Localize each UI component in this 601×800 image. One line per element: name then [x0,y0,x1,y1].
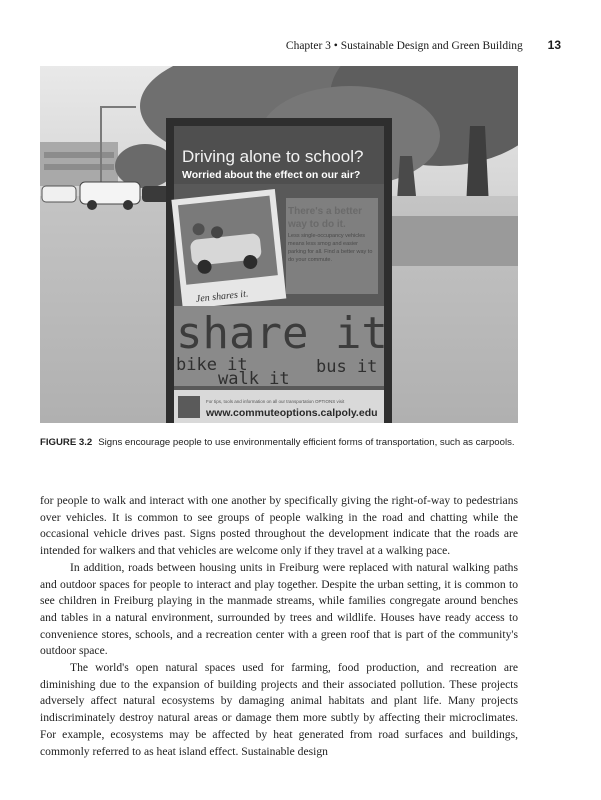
figure-label: FIGURE 3.2 [40,437,93,448]
chapter-title: Chapter 3 • Sustainable Design and Green Building [285,40,523,52]
sign-logo-icon [178,396,200,418]
sign-headline-2: Worried about the effect on our air? [182,169,361,181]
running-header [40,38,561,54]
sign-share-it: share it [176,308,388,359]
sign-bus-it: bus it [316,357,378,377]
figure-caption [40,436,518,449]
sign-small-text: Less single-occupancy vehicles means less smog and easier parking for all. Find a better way to do your commute. [288,233,373,263]
paragraph: The world's open natural spaces used for farming, food production, and recreation are diminishing due to the expansion of building projects and their associated pollution. These projects adversely affect natural ecosystems by damaging animal habitats and plant life. Many projects indiscriminately destroy natural areas or damage them more subtly by affecting their microclimates. For example, ecosystems may be affected by heat generated from road surfaces and buildings, commonly referred to as heat island effect. Sustainable design [40,661,518,758]
page-number: 13 [547,38,561,52]
sign-better-way-2: way to do it. [288,219,346,230]
sign-board [166,118,392,423]
figure-caption-text: Signs encourage people to use environmentally efficient forms of transportation, such as carpools. [98,437,515,448]
sign-fine-print: For tips, tools and information on all our transportation OPTIONS visit [206,399,345,404]
figure-photo [40,66,518,423]
sign-url: www.commuteoptions.calpoly.edu [206,407,378,419]
sign-better-way-1: There's a better [288,206,363,217]
sign-handwriting: Jen shares it. [195,288,249,305]
sign-walk-it: walk it [218,369,290,389]
sign-bike-it: bike it [176,355,248,375]
paragraph: In addition, roads between housing units in Freiburg were replaced with natural walking paths and outdoor spaces for people to interact and play together. Despite the urban setting, it is common to see children in Freiburg playing in the manmade streams, while families congregate around benches and tables in a natural environment, surrounded by trees and wildlife. Houses have ready access to convenience stores, schools, and a recreation center with a green roof that is part of the community's outdoor space. [40,560,518,658]
body-text [40,493,518,760]
paragraph: for people to walk and interact with one another by specifically giving the right-of-way to pedestrians over vehicles. It is common to see groups of people walking in the road and chatting while the occasional vehicle drives past. Signs posted throughout the development indicate that the roads are intended for walkers and that vehicles are welcome only if they travel at a walking pace. [40,494,518,558]
sign-headline-1: Driving alone to school? [182,147,364,166]
photo-illustration [40,66,518,423]
